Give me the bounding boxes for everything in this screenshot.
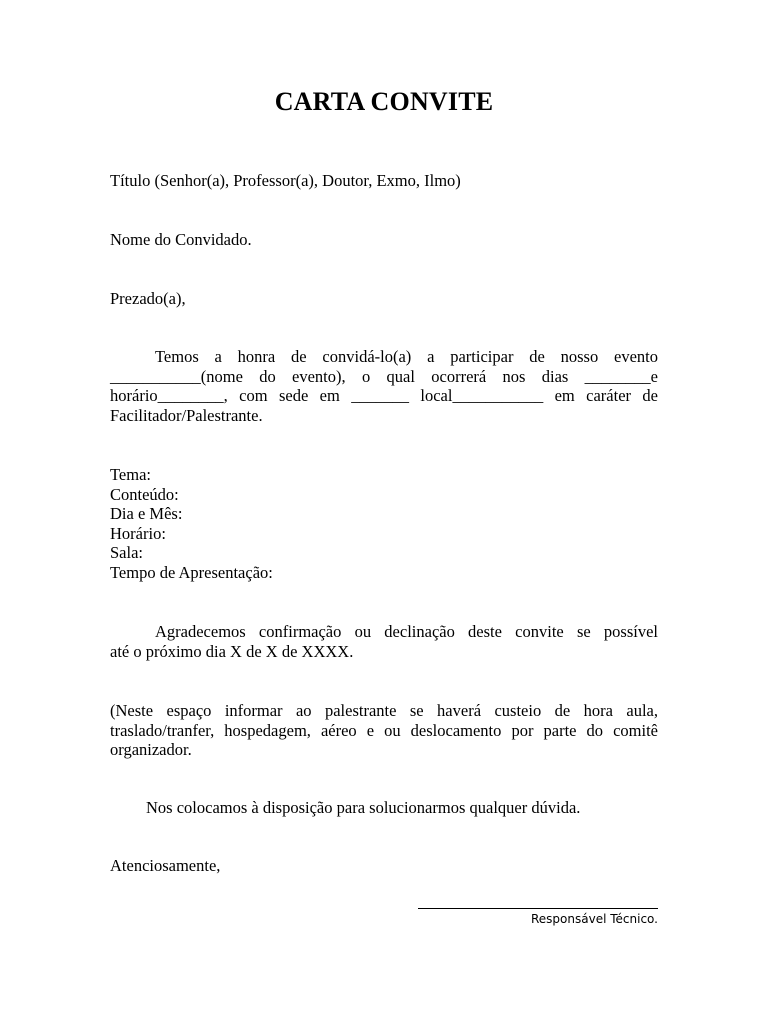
letter-title: CARTA CONVITE bbox=[274, 87, 494, 116]
invitation-line: horário________, com sede em _______ local___________ em caráter de bbox=[110, 386, 658, 405]
note-line: traslado/tranfer, hospedagem, aéreo e ou deslocamento por parte do comitê bbox=[110, 720, 658, 740]
closing: Atenciosamente, bbox=[110, 856, 221, 875]
greeting: Prezado(a), bbox=[110, 289, 186, 308]
field-label: Tema: bbox=[110, 465, 151, 484]
event-details-list bbox=[110, 465, 273, 582]
field-label: Dia e Mês: bbox=[110, 504, 183, 523]
note-line: organizador. bbox=[110, 740, 192, 759]
field-label: Conteúdo: bbox=[110, 484, 179, 504]
salutation-title: Título (Senhor(a), Professor(a), Doutor, Exmo, Ilmo) bbox=[110, 171, 461, 190]
field-label: Horário: bbox=[110, 523, 166, 543]
guest-name: Nome do Convidado. bbox=[110, 230, 252, 249]
invitation-paragraph bbox=[110, 347, 658, 425]
signature-caption: Responsável Técnico. bbox=[531, 912, 658, 926]
confirmation-line: Agradecemos confirmação ou declinação deste convite se possível bbox=[155, 622, 658, 641]
confirmation-line: até o próximo dia X de X de XXXX. bbox=[110, 641, 354, 661]
note-paragraph bbox=[110, 701, 658, 760]
invitation-line: ___________(nome do evento), o qual ocorrerá nos dias ________e bbox=[110, 366, 658, 386]
confirmation-paragraph bbox=[110, 622, 658, 661]
note-line: (Neste espaço informar ao palestrante se haverá custeio de hora aula, bbox=[110, 701, 658, 720]
field-label: Sala: bbox=[110, 543, 143, 562]
signature-line bbox=[418, 908, 658, 909]
invitation-line: Temos a honra de convidá-lo(a) a participar de nosso evento bbox=[155, 347, 658, 366]
invitation-line: Facilitador/Palestrante. bbox=[110, 405, 263, 425]
field-label: Tempo de Apresentação: bbox=[110, 562, 273, 582]
availability-sentence: Nos colocamos à disposição para solucionarmos qualquer dúvida. bbox=[146, 798, 581, 817]
